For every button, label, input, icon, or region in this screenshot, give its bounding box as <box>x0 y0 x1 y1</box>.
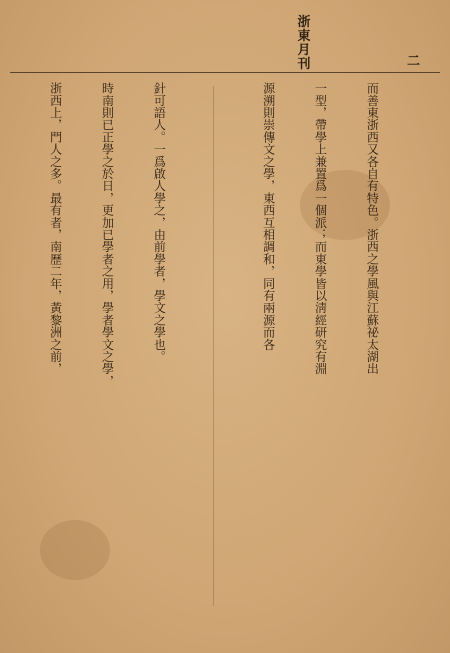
text-line: 源溯則崇傳文之學，東西互相調和，同有兩源而各 <box>261 82 276 351</box>
title-char: 刊 <box>297 57 311 72</box>
page-number: 二 <box>406 54 420 69</box>
text-line: 針可語人。一爲啟人學之，由前學者，學文之學也。 <box>152 82 167 363</box>
page-header <box>10 8 440 73</box>
title-char: 月 <box>297 43 311 58</box>
column-divider <box>213 86 214 606</box>
text-column-right <box>233 82 415 622</box>
journal-title <box>296 16 312 70</box>
title-char: 東 <box>297 29 311 44</box>
text-line: 浙西上，門人之多。最有者，南歷二年，黃黎洲之前， <box>48 82 63 375</box>
title-char: 浙 <box>297 15 311 30</box>
text-line: 而善東浙西又各自有特色。浙西之學風與江蘇祕太湖出 <box>365 82 380 375</box>
text-line: 一型，帶學上兼置爲一個派；而東學皆以淸經研究有淵 <box>313 82 328 375</box>
text-line: 時南則已正學之於日，更加已學者之用，學者學文之學， <box>100 82 115 387</box>
text-column-left <box>20 82 202 622</box>
